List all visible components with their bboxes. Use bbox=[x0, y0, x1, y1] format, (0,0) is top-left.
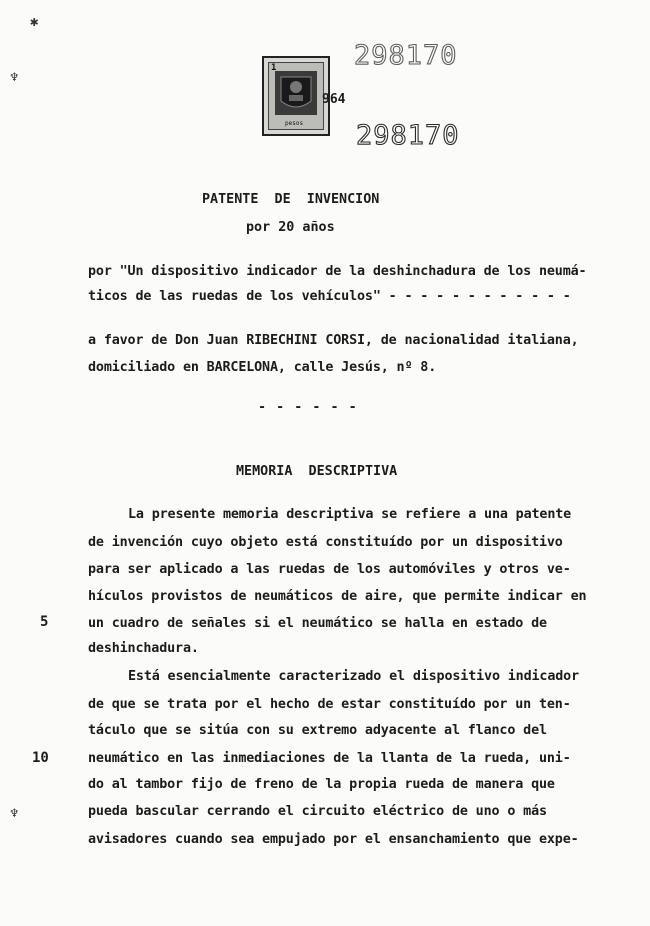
memoria-line-1: La presente memoria descriptiva se refiere a una patente bbox=[128, 507, 572, 522]
patent-duration: por 20 años bbox=[246, 220, 335, 235]
separator-dashes: - - - - - - bbox=[258, 400, 358, 415]
ink-speck: ♆ bbox=[10, 806, 19, 822]
memoria-line-13: avisadores cuando sea empujado por el ensanchamiento que expe- bbox=[88, 832, 579, 847]
fiscal-stamp-seal bbox=[262, 56, 330, 136]
memoria-line-7: Está esencialmente caracterizado el dispositivo indicador bbox=[128, 669, 579, 684]
margin-line-number: 10 bbox=[32, 750, 49, 766]
ink-speck: ✱ bbox=[30, 14, 39, 30]
memoria-line-3: para ser aplicado a las ruedas de los automóviles y otros ve- bbox=[88, 562, 571, 577]
memoria-line-11: do al tambor fijo de freno de la propia rueda de manera que bbox=[88, 777, 555, 792]
memoria-line-12: pueda bascular cerrando el circuito eléctrico de uno o más bbox=[88, 804, 547, 819]
memoria-line-9: táculo que se sitúa con su extremo adyacente al flanco del bbox=[88, 723, 547, 738]
intro-line-2: ticos de las ruedas de los vehículos" - - - - - - - - - - - - bbox=[88, 289, 571, 304]
intro-line-1: por "Un dispositivo indicador de la deshinchadura de los neumá- bbox=[88, 264, 587, 279]
memoria-line-2: de invención cuyo objeto está constituído por un dispositivo bbox=[88, 535, 563, 550]
seal-bottom-label: pesos bbox=[285, 120, 304, 127]
memoria-line-4: hículos provistos de neumáticos de aire, que permite indicar en bbox=[88, 589, 587, 604]
seal-top-label: 1 bbox=[271, 63, 277, 73]
memoria-line-10: neumático en las inmediaciones de la llanta de la rueda, uni- bbox=[88, 751, 571, 766]
ink-speck: ♆ bbox=[10, 70, 19, 86]
memoria-line-8: de que se trata por el hecho de estar constituído por un ten- bbox=[88, 697, 571, 712]
registration-number-top: 298170 bbox=[354, 40, 458, 71]
document-title: PATENTE DE INVENCION bbox=[202, 192, 380, 207]
intro-line-4: domiciliado en BARCELONA, calle Jesús, nº 8. bbox=[88, 360, 437, 375]
margin-line-number: 5 bbox=[40, 614, 49, 630]
registration-number: 298170 bbox=[356, 120, 460, 151]
section-title: MEMORIA DESCRIPTIVA bbox=[236, 464, 398, 479]
intro-line-3: a favor de Don Juan RIBECHINI CORSI, de nacionalidad italiana, bbox=[88, 333, 579, 348]
stamp-year: 964 bbox=[322, 92, 346, 107]
memoria-line-5: un cuadro de señales si el neumático se halla en estado de bbox=[88, 616, 547, 631]
memoria-line-6: deshinchadura. bbox=[88, 641, 199, 656]
